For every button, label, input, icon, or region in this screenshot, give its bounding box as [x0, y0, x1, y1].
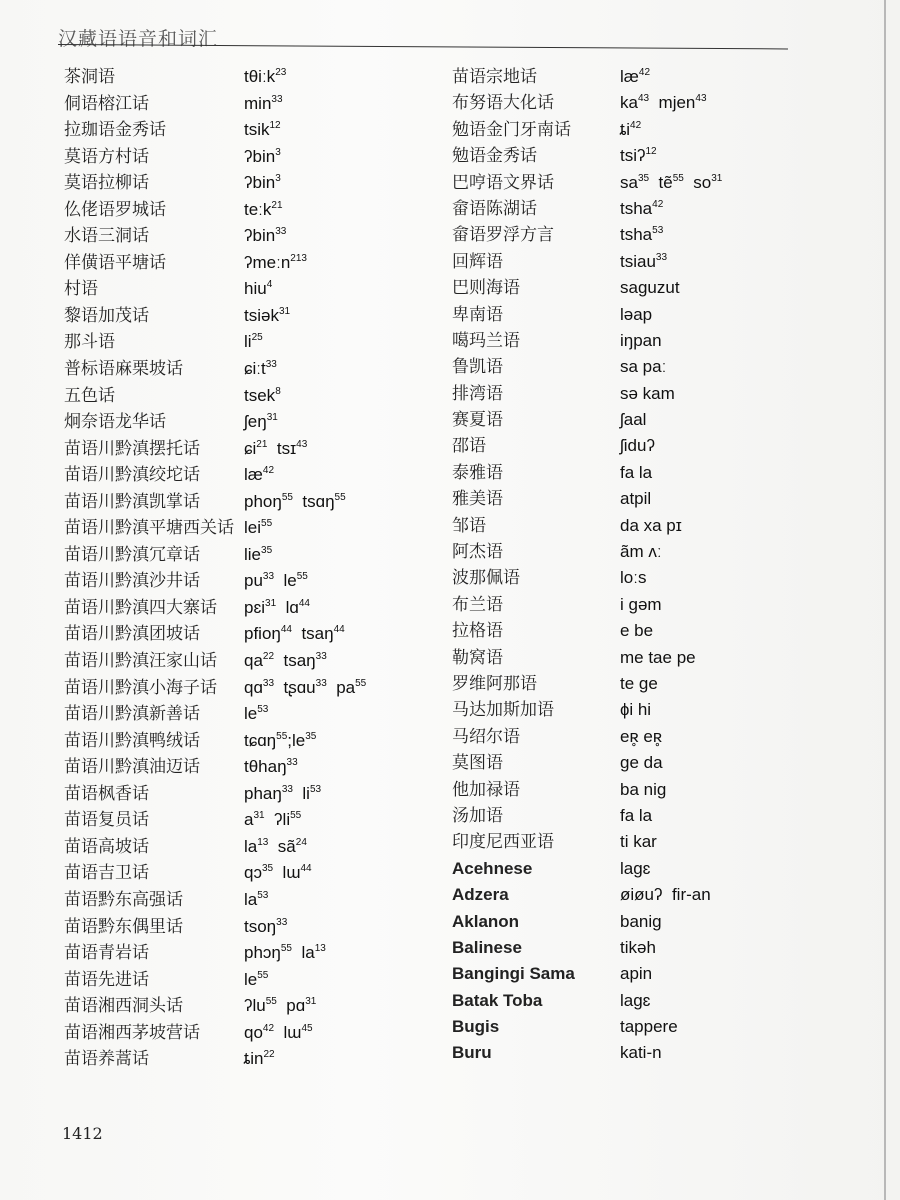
entry-row: [64, 303, 454, 330]
language-name: 勉语金秀话: [452, 146, 537, 167]
entry-row: [452, 143, 852, 169]
entry-row: [452, 170, 852, 196]
entry-row: [452, 302, 852, 328]
word-form: ʃaal: [620, 410, 647, 430]
entry-row: [64, 781, 454, 808]
language-name: 苗语川黔滇小海子话: [64, 677, 217, 698]
entry-row: [452, 196, 852, 222]
entry-row: [452, 539, 852, 565]
language-name: 马绍尔语: [452, 726, 520, 747]
entry-row: [452, 829, 852, 855]
word-form: ɸi hi: [620, 700, 652, 720]
word-form: $læ^{42}$: [244, 465, 275, 485]
language-name: 雅美语: [452, 489, 503, 510]
entry-row: [452, 117, 852, 143]
word-form: lagɛ: [620, 858, 651, 878]
language-name: 苗语黔东高强话: [64, 889, 183, 910]
entry-row: [64, 940, 454, 967]
language-name: 卑南语: [452, 304, 503, 325]
entry-row: [452, 909, 852, 935]
language-name: 苗语湘西洞头话: [64, 996, 183, 1017]
word-form: fa la: [620, 805, 653, 825]
entry-row: [64, 887, 454, 914]
word-form: i gəm: [620, 594, 662, 614]
entry-row: [452, 882, 852, 908]
word-form: lagɛ: [620, 990, 651, 1010]
word-form: $ka^{43}$ mjen$^{43}$: [620, 93, 707, 113]
entry-row: [64, 967, 454, 994]
word-form: tsiau$^{33}$: [620, 251, 668, 271]
word-form: $qa^{22}$ tsaŋ$^{33}$: [244, 651, 327, 671]
language-name: 佯僙语平塘话: [64, 252, 166, 273]
entry-row: [64, 329, 454, 356]
language-name: 苗语川黔滇油迈话: [64, 757, 200, 778]
word-form: ʃeŋ$^{31}$: [244, 412, 278, 432]
entry-row: [452, 724, 852, 750]
word-form: saguzut: [620, 278, 680, 298]
language-name: 鲁凯语: [452, 357, 503, 378]
entry-row: [452, 90, 852, 116]
entry-row: [64, 356, 454, 383]
language-name: 苗语吉卫话: [64, 863, 149, 884]
word-form: e be: [620, 621, 654, 641]
language-name: 波那佩语: [452, 568, 520, 589]
language-name: 苗语青岩话: [64, 943, 149, 964]
entry-row: [452, 935, 852, 961]
entry-row: [452, 249, 852, 275]
language-name: 苗语养蒿话: [64, 1049, 149, 1070]
word-form: ʃiduʔ: [620, 436, 655, 456]
language-name: 苗语川黔滇绞坨话: [64, 465, 200, 486]
entry-row: [452, 64, 852, 90]
word-form: ȶin$^{22}$: [244, 1049, 275, 1069]
language-name: Adzera: [452, 885, 509, 905]
entry-row: [64, 568, 454, 595]
entry-row: [64, 860, 454, 887]
word-form: eʀ̥ eʀ̥: [620, 726, 663, 746]
language-name: 畲语罗浮方言: [452, 225, 554, 246]
word-form: ɕiːt$^{33}$: [244, 359, 277, 379]
language-name: 汤加语: [452, 805, 503, 826]
word-form: apin: [620, 964, 653, 984]
word-form: $li^{25}$: [244, 332, 263, 352]
entry-row: [64, 383, 454, 410]
entry-row: [64, 197, 454, 224]
language-name: 炯奈语龙华话: [64, 412, 166, 433]
word-form: qɔ$^{35}$ lɯ$^{44}$: [244, 863, 312, 883]
word-form: kati-n: [620, 1043, 662, 1063]
entry-row: [452, 645, 852, 671]
language-name: 泰雅语: [452, 462, 503, 483]
language-name: 拉格语: [452, 621, 503, 642]
word-form: ɕi$^{21}$ tsɪ$^{43}$: [244, 438, 308, 458]
page-number: 1412: [62, 1124, 103, 1143]
word-form: tsek$^8$: [244, 385, 281, 405]
language-name: 黎语加茂话: [64, 305, 149, 326]
entry-row: [452, 988, 852, 1014]
entry-row: [452, 565, 852, 591]
entry-row: [452, 671, 852, 697]
entry-row: [64, 914, 454, 941]
language-name: 苗语川黔滇新善话: [64, 704, 200, 725]
language-name: 阿杰语: [452, 542, 503, 563]
word-form: $a^{31}$ ʔli$^{55}$: [244, 810, 302, 830]
entry-row: [64, 223, 454, 250]
entry-row: [452, 460, 852, 486]
language-name: 巴则海语: [452, 278, 520, 299]
word-form: ba nig: [620, 779, 667, 799]
language-name: 苗语高坡话: [64, 836, 149, 857]
entry-row: [452, 486, 852, 512]
word-form: phoŋ$^{55}$ tsɑŋ$^{55}$: [244, 491, 346, 511]
word-form: tsha$^{53}$: [620, 225, 664, 245]
language-name: 苗语先进话: [64, 969, 149, 990]
entry-row: [64, 1046, 454, 1073]
word-form: ʔmeːn$^{213}$: [244, 252, 307, 272]
word-form: lie$^{35}$: [244, 544, 273, 564]
language-name: 那斗语: [64, 332, 115, 353]
language-name: 苗语宗地话: [452, 67, 537, 87]
word-form: pɛi$^{31}$ lɑ$^{44}$: [244, 597, 310, 617]
language-name: 苗语川黔滇团坡话: [64, 624, 200, 645]
language-name: 五色话: [64, 385, 115, 406]
word-form: da xa pɪ: [620, 515, 682, 535]
word-form: tsoŋ$^{33}$: [244, 916, 288, 936]
word-form: sə kam: [620, 383, 675, 403]
entry-row: [452, 856, 852, 882]
word-form: $sa^{35}$ tẽ$^{55}$ $so^{31}$: [620, 172, 723, 192]
word-form: atpil: [620, 489, 652, 509]
entry-row: [64, 621, 454, 648]
language-name: 马达加斯加语: [452, 700, 554, 721]
word-form: $ȶi^{42}$: [620, 119, 642, 139]
entry-row: [64, 250, 454, 277]
entry-row: [452, 354, 852, 380]
word-form: iŋpan: [620, 330, 662, 350]
language-name: 畲语陈湖话: [452, 198, 537, 219]
language-name: 苗语复员话: [64, 810, 149, 831]
entry-row: [64, 409, 454, 436]
entry-row: [64, 144, 454, 171]
word-form: ti kar: [620, 832, 657, 852]
word-form: te ge: [620, 673, 658, 693]
language-name: 村语: [64, 279, 98, 300]
word-form: pfioŋ$^{44}$ tsaŋ$^{44}$: [244, 624, 345, 644]
entry-row: [64, 993, 454, 1020]
word-form: hiu$^4$: [244, 279, 273, 299]
entry-row: [64, 1020, 454, 1047]
language-name: 拉珈语金秀话: [64, 120, 166, 141]
word-form: ləap: [620, 304, 653, 324]
word-form: $læ^{42}$: [620, 67, 651, 86]
language-name: 回辉语: [452, 251, 503, 272]
entry-row: [452, 618, 852, 644]
entry-row: [64, 276, 454, 303]
language-name: 勉语金门牙南话: [452, 119, 571, 140]
language-name: Bugis: [452, 1017, 500, 1037]
entry-row: [64, 701, 454, 728]
language-name: 苗语川黔滇平塘西关话: [64, 518, 234, 539]
language-name: 邹语: [452, 515, 486, 536]
entry-row: [64, 462, 454, 489]
language-name: 苗语川黔滇沙井话: [64, 571, 200, 592]
word-form: $\min^{33}$: [244, 93, 283, 113]
language-name: 莫语拉柳话: [64, 173, 149, 194]
word-form: banig: [620, 911, 662, 931]
entry-row: [64, 807, 454, 834]
entry-row: [64, 515, 454, 542]
entry-row: [64, 91, 454, 118]
entry-row: [64, 64, 454, 91]
language-name: Acehnese: [452, 858, 533, 878]
language-name: 苗语川黔滇冗章话: [64, 544, 200, 565]
word-form: $pu^{33}$ $le^{55}$: [244, 571, 308, 591]
language-name: 他加禄语: [452, 779, 520, 800]
language-name: 邵语: [452, 436, 486, 457]
word-form: ʔbin$^3$: [244, 146, 281, 166]
language-name: 苗语川黔滇四大寨话: [64, 597, 217, 618]
word-form: $la^{53}$: [244, 889, 269, 909]
language-name: 赛夏语: [452, 410, 503, 431]
entry-row: [452, 777, 852, 803]
entry-row: [452, 803, 852, 829]
entry-row: [452, 697, 852, 723]
word-form: $tɕɑŋ^{55};le^{35}$: [244, 730, 317, 750]
language-name: 仫佬语罗城话: [64, 199, 166, 220]
word-form: ge da: [620, 753, 663, 773]
entry-row: [64, 117, 454, 144]
language-name: 苗语枫香话: [64, 783, 149, 804]
language-name: 茶洞语: [64, 67, 115, 87]
word-form: tsik$^{12}$: [244, 120, 281, 140]
entry-row: [64, 170, 454, 197]
language-name: 勒窝语: [452, 647, 503, 668]
entry-row: [452, 275, 852, 301]
running-header-title: 汉藏语语音和词汇: [58, 28, 219, 50]
word-form: tsiʔ$^{12}$: [620, 146, 657, 166]
right-column: [452, 64, 852, 1067]
word-form: qɑ$^{33}$ tʂɑu$^{33}$ $pa^{55}$: [244, 677, 367, 697]
entry-row: [452, 961, 852, 987]
language-name: 布努语大化话: [452, 93, 554, 114]
word-form: tθiːk$^{23}$: [244, 67, 287, 86]
word-form: $la^{13}$ $sã^{24}$: [244, 836, 307, 856]
language-name: 莫语方村话: [64, 146, 149, 167]
word-form: tappere: [620, 1017, 678, 1037]
language-name: Bangingi Sama: [452, 964, 575, 984]
entry-row: [64, 436, 454, 463]
word-form: tsha$^{42}$: [620, 198, 664, 218]
language-name: 苗语川黔滇凯掌话: [64, 491, 200, 512]
entry-row: [64, 648, 454, 675]
word-form: ʔbin$^3$: [244, 173, 281, 193]
language-name: 苗语湘西茅坡营话: [64, 1022, 200, 1043]
language-name: Aklanon: [452, 911, 520, 931]
entry-row: [452, 407, 852, 433]
word-form: ʔlu$^{55}$ pɑ$^{31}$: [244, 996, 317, 1016]
word-form: teːk$^{21}$: [244, 199, 283, 219]
language-name: 普标语麻栗坡话: [64, 359, 183, 380]
language-name: 苗语川黔滇鸭绒话: [64, 730, 200, 751]
word-form: sa paː: [620, 357, 667, 377]
language-name: 苗语川黔滇汪家山话: [64, 651, 217, 672]
language-name: 苗语川黔滇摆托话: [64, 438, 200, 459]
word-form: loːs: [620, 568, 647, 588]
entry-row: [64, 489, 454, 516]
word-form: phaŋ$^{33}$ $li^{53}$: [244, 783, 322, 803]
entry-row: [452, 328, 852, 354]
entry-row: [452, 592, 852, 618]
word-form: phɔŋ$^{55}$ $la^{13}$: [244, 943, 326, 963]
language-name: 侗语榕江话: [64, 93, 149, 114]
entry-row: [64, 675, 454, 702]
word-form: tikəh: [620, 937, 656, 957]
language-name: Batak Toba: [452, 990, 543, 1010]
entry-row: [452, 222, 852, 248]
entry-row: [64, 728, 454, 755]
language-name: Balinese: [452, 937, 522, 957]
word-form: ãm ʌː: [620, 542, 662, 562]
word-form: ʔbin$^{33}$: [244, 226, 287, 246]
word-form: tθhaŋ$^{33}$: [244, 757, 298, 777]
book-spine-shadow: [884, 0, 886, 1200]
language-name: 噶玛兰语: [452, 330, 520, 351]
entry-row: [452, 750, 852, 776]
word-form: øiøuʔ fir-an: [620, 885, 711, 905]
entry-row: [64, 834, 454, 861]
language-name: 罗维阿那语: [452, 673, 537, 694]
language-name: 莫图语: [452, 753, 503, 774]
entry-row: [64, 754, 454, 781]
language-name: 巴哼语文界话: [452, 172, 554, 193]
entry-row: [452, 1040, 852, 1066]
word-form: $le^{53}$: [244, 704, 269, 724]
word-form: tsiək$^{31}$: [244, 305, 291, 325]
word-form: fa la: [620, 462, 653, 482]
language-name: 排湾语: [452, 383, 503, 404]
word-form: $qo^{42}$ lɯ$^{45}$: [244, 1022, 313, 1042]
word-form: $le^{55}$: [244, 969, 269, 989]
entry-row: [452, 381, 852, 407]
word-form: lei$^{55}$: [244, 518, 273, 538]
word-form: me tae pe: [620, 647, 696, 667]
entry-row: [64, 595, 454, 622]
entry-row: [452, 513, 852, 539]
language-name: Buru: [452, 1043, 492, 1063]
language-name: 苗语黔东偶里话: [64, 916, 183, 937]
language-name: 水语三洞话: [64, 226, 149, 247]
left-column: [64, 64, 454, 1073]
entry-row: [64, 542, 454, 569]
language-name: 印度尼西亚语: [452, 832, 554, 853]
language-name: 布兰语: [452, 594, 503, 615]
entry-row: [452, 433, 852, 459]
entry-row: [452, 1014, 852, 1040]
